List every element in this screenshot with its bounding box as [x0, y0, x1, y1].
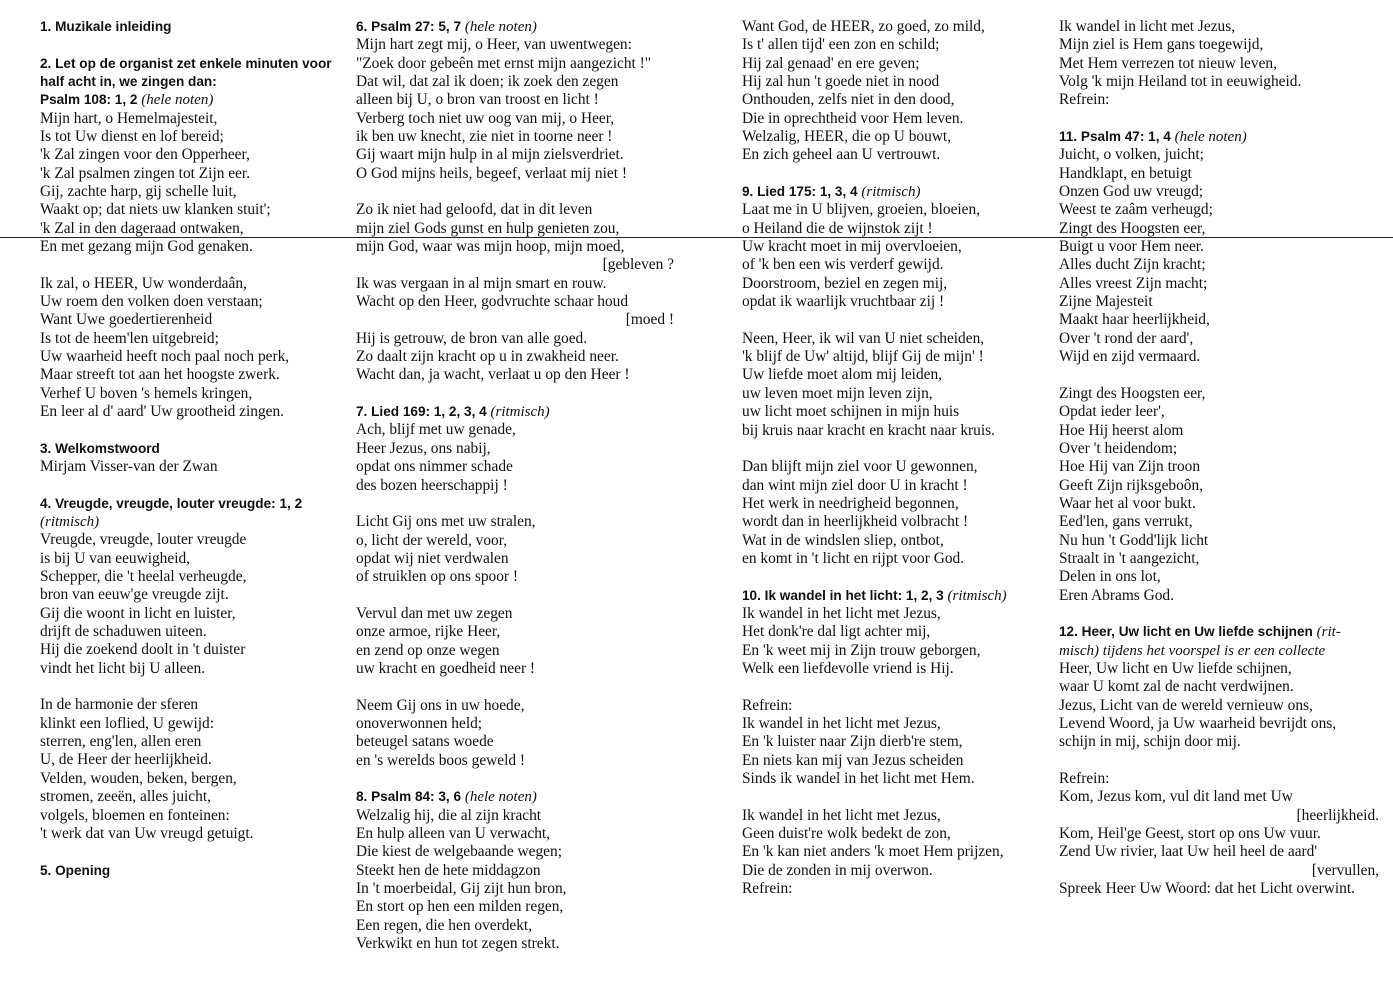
- verse-line: Heer Jezus, ons nabij,: [356, 439, 491, 457]
- verse-line: Neen, Heer, ik wil van U niet scheiden,: [742, 329, 985, 347]
- fold-line: [0, 237, 1393, 238]
- verse-line: Steekt hen de hete middagzon: [356, 861, 541, 879]
- verse-line: Geeft Zijn rijksgeboôn,: [1059, 476, 1204, 494]
- stanza-gap: [40, 843, 358, 861]
- column-2: [356, 18, 674, 953]
- verse-line: Uw liefde moet alom mij leiden,: [742, 366, 943, 384]
- verse-line: uw licht moet schijnen in mijn huis: [742, 403, 960, 421]
- section-heading-text: 4. Vreugde, vreugde, louter vreugde: 1, 2: [40, 495, 303, 511]
- verse-line: sterren, eng'len, allen eren: [40, 733, 202, 751]
- verse-line: Hoe Hij heerst alom: [1059, 421, 1184, 439]
- verse-line: wordt dan in heerlijkheid volbracht !: [742, 513, 969, 531]
- verse-line: Zingt des Hoogsten eer,: [1059, 219, 1206, 237]
- verse-line: en 's werelds boos geweld !: [356, 751, 526, 769]
- column-3: [742, 18, 1047, 898]
- singing-style-note: (ritmisch): [490, 404, 550, 421]
- verse-line: onoverwonnen held;: [356, 714, 483, 732]
- section-heading: [40, 91, 358, 109]
- verse-line: Refrein:: [742, 880, 793, 898]
- verse-line: en zend op onze wegen: [356, 641, 500, 659]
- verse-line: Neem Gij ons in uw hoede,: [356, 696, 525, 714]
- italic-note-line: misch) tijdens het voorspel is er een collecte: [1059, 642, 1326, 659]
- section-heading-text: 3. Welkomstwoord: [40, 440, 160, 456]
- section-heading: [742, 183, 1047, 201]
- stanza-gap: [1059, 752, 1379, 770]
- verse-line: Want God, de HEER, zo goed, zo mild,: [742, 18, 985, 35]
- section-heading: [40, 73, 358, 91]
- verse-line: Verkwikt en hun tot zegen strekt.: [356, 935, 560, 953]
- verse-line: Het werk in needrigheid begonnen,: [742, 494, 959, 512]
- verse-line: Ik wandel in het licht met Jezus,: [742, 714, 941, 732]
- verse-line: Geen duist're wolk bedekt de zon,: [742, 825, 951, 843]
- verse-line: Laat me in U blijven, groeien, bloeien,: [742, 201, 981, 219]
- verse-line: mijn ziel Gods gunst en hulp genieten zou,: [356, 219, 620, 237]
- verse-line: uw leven moet mijn leven zijn,: [742, 384, 933, 402]
- verse-line: Verberg toch niet uw oog van mij, o Heer,: [356, 109, 615, 127]
- verse-line: uw kracht en goedheid neer !: [356, 659, 536, 677]
- verse-line: Ik wandel in het licht met Jezus,: [742, 806, 941, 824]
- section-heading: [40, 862, 358, 880]
- verse-line: 'k Zal zingen voor den Opperheer,: [40, 146, 250, 164]
- verse-line: Waakt op; dat niets uw klanken stuit';: [40, 201, 271, 219]
- verse-line: opdat wij niet verdwalen: [356, 549, 509, 567]
- verse-line: Opdat ieder leer',: [1059, 403, 1165, 421]
- verse-line: en komt in 't licht en rijpt voor God.: [742, 549, 965, 567]
- verse-line: Mirjam Visser-van der Zwan: [40, 458, 218, 476]
- section-heading-text: 7. Lied 169: 1, 2, 3, 4: [356, 404, 487, 420]
- verse-line: o, licht der wereld, voor,: [356, 531, 508, 549]
- column-4: [1059, 18, 1379, 898]
- section-heading: [40, 55, 358, 73]
- verse-line: Straalt in 't aangezicht,: [1059, 549, 1200, 567]
- stanza-gap: [40, 678, 358, 696]
- section-heading-text: 12. Heer, Uw licht en Uw liefde schijnen: [1059, 624, 1313, 640]
- section-heading: [742, 587, 1047, 605]
- verse-line: Met Hem verrezen tot nieuw leven,: [1059, 54, 1277, 72]
- singing-style-note: (ritmisch): [947, 587, 1007, 604]
- verse-line: Vervul dan met uw zegen: [356, 604, 513, 622]
- singing-style-note: (rit-: [1316, 624, 1341, 641]
- stanza-gap: [356, 183, 674, 201]
- section-heading: [1059, 128, 1379, 146]
- section-heading: [356, 403, 674, 421]
- verse-line: En stort op hen een milden regen,: [356, 898, 564, 916]
- section-heading-text: 5. Opening: [40, 862, 111, 878]
- verse-line: Dat wil, dat zal ik doen; ik zoek den zegen: [356, 72, 619, 90]
- section-heading: [40, 495, 358, 513]
- singing-style-note: (hele noten): [464, 19, 537, 35]
- verse-line: Gij die woont in licht en luister,: [40, 604, 236, 622]
- section-heading: [40, 18, 358, 36]
- stanza-gap: [742, 788, 1047, 806]
- verse-line: In de harmonie der sferen: [40, 696, 199, 714]
- verse-line: Velden, wouden, beken, bergen,: [40, 769, 237, 787]
- verse-line: Zend Uw rivier, laat Uw heil heel de aard': [1059, 843, 1318, 861]
- verse-line: Over 't rond der aard',: [1059, 329, 1194, 347]
- verse-line: Mijn ziel is Hem gans toegewijd,: [1059, 36, 1264, 54]
- verse-line: Eren Abrams God.: [1059, 586, 1174, 604]
- verse-line: Handklapt, en betuigt: [1059, 164, 1192, 182]
- verse-line: bron van eeuw'ge vreugde zijt.: [40, 586, 229, 604]
- verse-line: Onzen God uw vreugd;: [1059, 183, 1204, 201]
- verse-line: Buigt u voor Hem neer.: [1059, 238, 1204, 256]
- verse-line: waar U komt zal de nacht verdwijnen.: [1059, 678, 1294, 696]
- verse-line: En hulp alleen van U verwacht,: [356, 824, 551, 842]
- verse-line: Gij waart mijn hulp in al mijn zielsverdriet.: [356, 146, 624, 164]
- section-heading-text: 2. Let op de organist zet enkele minuten voor: [40, 55, 332, 71]
- verse-line: "Zoek door gebeên met ernst mijn aangezicht !": [356, 54, 652, 72]
- verse-line: Levend Woord, ja Uw waarheid bevrijdt ons,: [1059, 714, 1337, 732]
- section-heading-text: 10. Ik wandel in het licht: 1, 2, 3: [742, 587, 944, 603]
- verse-line: ik ben uw knecht, zie niet in toorne neer !: [356, 128, 613, 146]
- verse-line: Dan blijft mijn ziel voor U gewonnen,: [742, 458, 978, 476]
- verse-line: Doorstroom, beziel en zegen mij,: [742, 274, 948, 292]
- verse-line: Over 't heidendom;: [1059, 439, 1178, 457]
- stanza-gap: [40, 256, 358, 274]
- verse-line: des bozen heerschappij !: [356, 476, 508, 494]
- verse-line: En zich geheel aan U vertrouwt.: [742, 146, 941, 164]
- verse-line: Uw waarheid heeft noch paal noch perk,: [40, 348, 290, 365]
- stanza-gap: [742, 440, 1047, 458]
- verse-line: Volg 'k mijn Heiland tot in eeuwigheid.: [1059, 73, 1302, 91]
- verse-line: Welzalig hij, die al zijn kracht: [356, 806, 542, 824]
- stanza-gap: [742, 568, 1047, 586]
- verse-line: mijn God, waar was mijn hoop, mijn moed,: [356, 238, 625, 256]
- verse-line: Refrein:: [1059, 770, 1110, 787]
- verse-line: opdat ik waarlijk vruchtbaar zij !: [742, 293, 945, 311]
- verse-line: opdat ons nimmer schade: [356, 458, 513, 476]
- verse-line: Maar streeft tot aan het hoogste zwerk.: [40, 366, 280, 384]
- section-heading-text: 8. Psalm 84: 3, 6: [356, 789, 462, 805]
- section-heading: [1059, 623, 1379, 641]
- verse-line: schijn in mij, schijn door mij.: [1059, 733, 1241, 751]
- verse-line: U, de Heer der heerlijkheid.: [40, 751, 212, 769]
- verse-line: Zo ik niet had geloofd, dat in dit leven: [356, 201, 593, 219]
- verse-line: Mijn hart zegt mij, o Heer, van uwentwegen:: [356, 36, 632, 54]
- verse-line: klinkt een loflied, U gewijd:: [40, 714, 214, 732]
- verse-line: In 't moerbeidal, Gij zijt hun bron,: [356, 880, 567, 898]
- verse-line: Zijne Majesteit: [1059, 293, 1153, 311]
- section-heading-text: 11. Psalm 47: 1, 4: [1059, 129, 1171, 145]
- verse-line: Heer, Uw licht en Uw liefde schijnen,: [1059, 659, 1292, 677]
- verse-line: Gij, zachte harp, gij schelle luit,: [40, 182, 237, 200]
- verse-line: Verhef U boven 's hemels kringen,: [40, 384, 253, 402]
- stanza-gap: [1059, 366, 1379, 384]
- section-heading-text: 1. Muzikale inleiding: [40, 19, 172, 34]
- verse-line: bij kruis naar kracht en kracht naar kruis.: [742, 421, 995, 439]
- verse-line: Schepper, die 't heelal verheugde,: [40, 568, 247, 586]
- verse-line: Hij zal hun 't goede niet in nood: [742, 73, 940, 91]
- section-heading-text: Psalm 108: 1, 2: [40, 92, 138, 108]
- verse-line: Die in oprechtheid voor Hem leven.: [742, 109, 964, 127]
- verse-line: Ik wandel in licht met Jezus,: [1059, 18, 1236, 35]
- verse-line: Weest te zaâm verheugd;: [1059, 201, 1213, 219]
- verse-line: En 'k weet mij in Zijn trouw geborgen,: [742, 641, 981, 659]
- verse-line: Ik wandel in het licht met Jezus,: [742, 604, 941, 622]
- verse-line: Sinds ik wandel in het licht met Hem.: [742, 770, 975, 787]
- verse-line: Welzalig, HEER, die op U bouwt,: [742, 128, 952, 146]
- verse-line: Het donk're dal ligt achter mij,: [742, 623, 931, 641]
- verse-line: Wacht op den Heer, godvruchte schaar houd: [356, 293, 629, 311]
- verse-line: Ik zal, o HEER, Uw wonderdaân,: [40, 274, 247, 292]
- verse-line: Eed'len, gans verrukt,: [1059, 513, 1193, 531]
- verse-line: En 'k kan niet anders 'k moet Hem prijzen,: [742, 843, 1004, 861]
- stanza-gap: [40, 36, 358, 54]
- section-heading: [356, 788, 674, 806]
- verse-line-continuation: [moed !: [625, 311, 674, 329]
- verse-line: Waar het al voor bukt.: [1059, 494, 1196, 512]
- verse-line: Wacht dan, ja wacht, verlaat u op den Heer !: [356, 366, 630, 384]
- stanza-gap: [1059, 605, 1379, 623]
- verse-line: En leer al d' aard' Uw grootheid zingen.: [40, 403, 285, 421]
- verse-line: Hij die zoekend doolt in 't duister: [40, 641, 246, 659]
- verse-line: Kom, Heil'ge Geest, stort op ons Uw vuur.: [1059, 825, 1321, 843]
- section-heading: [40, 440, 358, 458]
- verse-line: Is tot Uw dienst en lof bereid;: [40, 127, 224, 145]
- stanza-gap: [356, 495, 674, 513]
- verse-line-continuation: [vervullen,: [1311, 861, 1379, 879]
- verse-line: stromen, zeeën, alles juicht,: [40, 788, 211, 806]
- column-1: [40, 18, 358, 880]
- verse-line: Mijn hart, o Hemelmajesteit,: [40, 109, 218, 127]
- verse-line: Wat in de windslen sliep, ontbot,: [742, 531, 944, 549]
- verse-line: Licht Gij ons met uw stralen,: [356, 513, 536, 531]
- verse-line: drijft de schaduwen uiteen.: [40, 623, 207, 641]
- singing-style-note: (hele noten): [1174, 129, 1247, 146]
- verse-line: Een regen, die hen overdekt,: [356, 916, 533, 934]
- verse-line: Alles ducht Zijn kracht;: [1059, 256, 1206, 274]
- stanza-gap: [356, 770, 674, 788]
- italic-note-line: (ritmisch): [40, 514, 100, 530]
- verse-line: 'k Zal psalmen zingen tot Zijn eer.: [40, 164, 251, 182]
- verse-line: Ach, blijf met uw genade,: [356, 421, 516, 439]
- verse-line: of struiklen op ons spoor !: [356, 568, 519, 586]
- verse-line-continuation: [heerlijkheid.: [1296, 806, 1379, 824]
- section-heading-text: 9. Lied 175: 1, 3, 4: [742, 184, 858, 200]
- verse-line: Uw kracht moet in mij overvloeien,: [742, 238, 962, 256]
- verse-line: Hoe Hij van Zijn troon: [1059, 458, 1201, 476]
- verse-line: alleen bij U, o bron van troost en licht !: [356, 91, 599, 109]
- section-heading-text: 6. Psalm 27: 5, 7: [356, 19, 462, 34]
- verse-line: Refrein:: [1059, 91, 1110, 109]
- section-heading-text: half acht in, we zingen dan:: [40, 73, 217, 89]
- verse-line: Is tot de heem'len uitgebreid;: [40, 329, 219, 347]
- stanza-gap: [40, 421, 358, 439]
- verse-line: Ik was vergaan in al mijn smart en rouw.: [356, 274, 607, 292]
- verse-line: volgels, bloemen en fonteinen:: [40, 806, 230, 824]
- stanza-gap: [356, 678, 674, 696]
- verse-line: Hij is getrouw, de bron van alle goed.: [356, 329, 588, 347]
- stanza-gap: [742, 678, 1047, 696]
- verse-line: Uw roem den volken doen verstaan;: [40, 292, 263, 310]
- verse-line: Zingt des Hoogsten eer,: [1059, 384, 1206, 402]
- stanza-gap: [742, 311, 1047, 329]
- stanza-gap: [356, 587, 674, 605]
- verse-line: 't werk dat van Uw vreugd getuigt.: [40, 824, 254, 842]
- verse-line: o Heiland die de wijnstok zijt !: [742, 219, 933, 237]
- verse-line: 'k Zal in den dageraad ontwaken,: [40, 219, 244, 237]
- verse-line: Wijd en zijd vermaard.: [1059, 348, 1201, 366]
- verse-line: Delen in ons lot,: [1059, 568, 1161, 586]
- verse-line: Nu hun 't Godd'lijk licht: [1059, 531, 1209, 549]
- verse-line: Hij zal genaad' en ere geven;: [742, 54, 920, 72]
- verse-line: Die kiest de welgebaande wegen;: [356, 843, 562, 861]
- stanza-gap: [742, 165, 1047, 183]
- verse-line: of 'k ben een wis verderf gewijd.: [742, 256, 944, 274]
- verse-line: vindt het licht bij U alleen.: [40, 659, 205, 677]
- verse-line: Maakt haar heerlijkheid,: [1059, 311, 1210, 329]
- section-heading: [356, 18, 674, 36]
- stanza-gap: [1059, 110, 1379, 128]
- verse-line: Die de zonden in mij overwon.: [742, 861, 933, 879]
- verse-line-continuation: [gebleven ?: [602, 256, 674, 274]
- verse-line: Spreek Heer Uw Woord: dat het Licht overwint.: [1059, 880, 1355, 898]
- verse-line: O God mijns heils, begeef, verlaat mij niet !: [356, 164, 627, 182]
- stanza-gap: [40, 476, 358, 494]
- verse-line: 'k blijf de Uw' altijd, blijf Gij de mijn' !: [742, 348, 984, 366]
- singing-style-note: (hele noten): [141, 92, 214, 109]
- verse-line: En niets kan mij van Jezus scheiden: [742, 751, 964, 769]
- verse-line: Kom, Jezus kom, vul dit land met Uw: [1059, 788, 1293, 806]
- singing-style-note: (ritmisch): [861, 184, 921, 201]
- verse-line: Onthouden, zelfs niet in den dood,: [742, 91, 955, 109]
- verse-line: Juicht, o volken, juicht;: [1059, 146, 1204, 164]
- verse-line: dan wint mijn ziel door U in kracht !: [742, 476, 968, 494]
- verse-line: En 'k luister naar Zijn dierb're stem,: [742, 733, 963, 751]
- verse-line: beteugel satans woede: [356, 733, 494, 751]
- verse-line: Alles vreest Zijn macht;: [1059, 274, 1208, 292]
- verse-line: Is t' allen tijd' een zon en schild;: [742, 36, 940, 54]
- verse-line: Want Uwe goedertierenheid: [40, 311, 213, 329]
- verse-line: is bij U van eeuwigheid,: [40, 549, 191, 567]
- verse-line: Vreugde, vreugde, louter vreugde: [40, 531, 247, 549]
- verse-line: Zo daalt zijn kracht op u in zwakheid neer.: [356, 348, 619, 366]
- verse-line: Refrein:: [742, 696, 793, 714]
- stanza-gap: [356, 385, 674, 403]
- verse-line: Welk een liefdevolle vriend is Hij.: [742, 659, 954, 677]
- verse-line: Jezus, Licht van de wereld vernieuw ons,: [1059, 696, 1313, 714]
- verse-line: onze armoe, rijke Heer,: [356, 623, 501, 641]
- verse-line: En met gezang mijn God genaken.: [40, 237, 253, 255]
- singing-style-note: (hele noten): [464, 789, 537, 806]
